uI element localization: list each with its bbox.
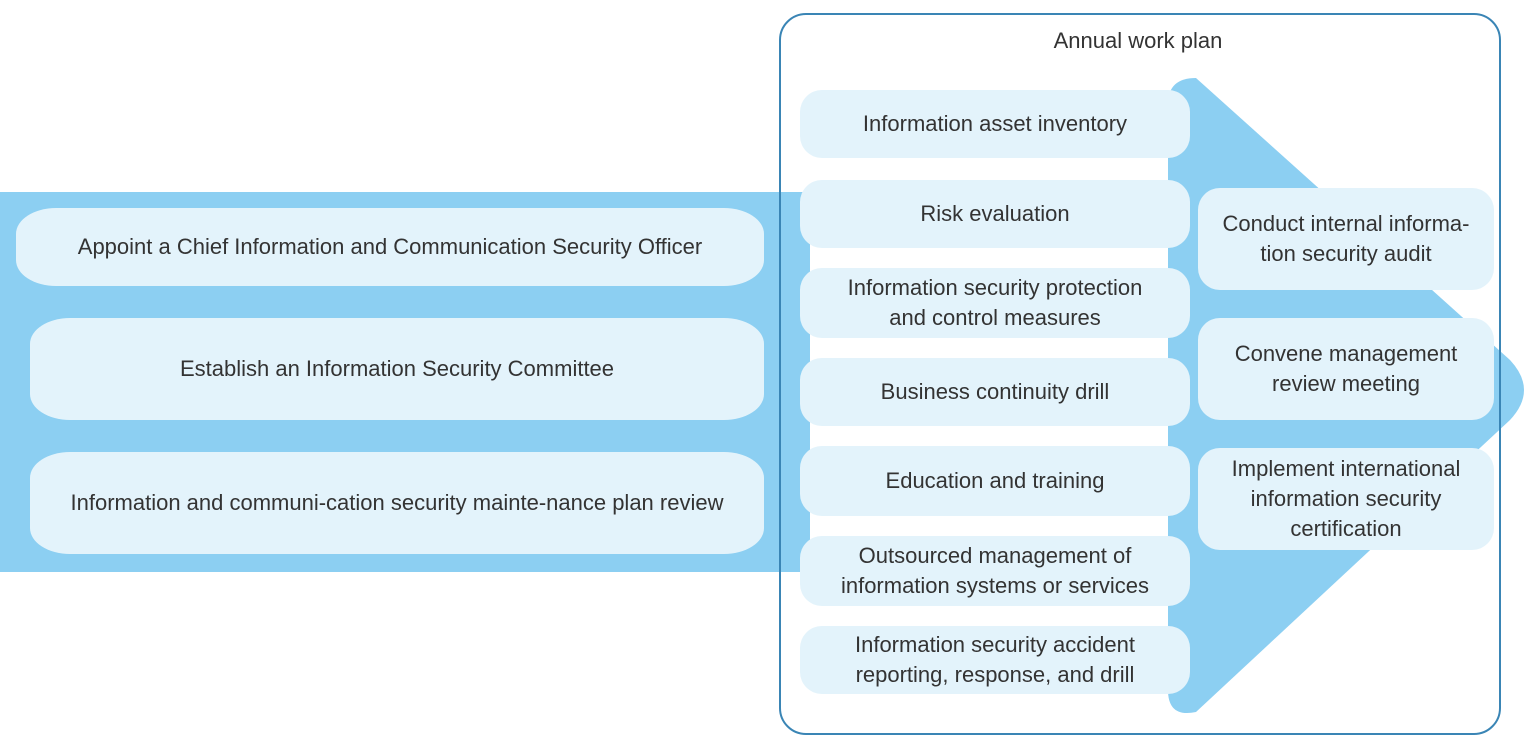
plan-step-education-training: Education and training (800, 446, 1190, 516)
annual-plan-title: Annual work plan (1053, 28, 1223, 53)
left-item-chief-officer: Appoint a Chief Information and Communication Security Officer (16, 208, 764, 286)
outcome-international-certification: Implement international information security certification (1198, 448, 1494, 550)
plan-step-outsourced-management: Outsourced management of information systems or services (800, 536, 1190, 606)
outcome-management-review: Convene management review meeting (1198, 318, 1494, 420)
plan-step-accident-reporting: Information security accident reporting, response, and drill (800, 626, 1190, 694)
left-item-maintenance-review: Information and communi-cation security mainte-nance plan review (30, 452, 764, 554)
outcome-internal-audit: Conduct internal informa-tion security audit (1198, 188, 1494, 290)
plan-step-risk-evaluation: Risk evaluation (800, 180, 1190, 248)
plan-step-asset-inventory: Information asset inventory (800, 90, 1190, 158)
plan-step-protection-measures: Information security protection and control measures (800, 268, 1190, 338)
left-item-security-committee: Establish an Information Security Committee (30, 318, 764, 420)
plan-step-continuity-drill: Business continuity drill (800, 358, 1190, 426)
